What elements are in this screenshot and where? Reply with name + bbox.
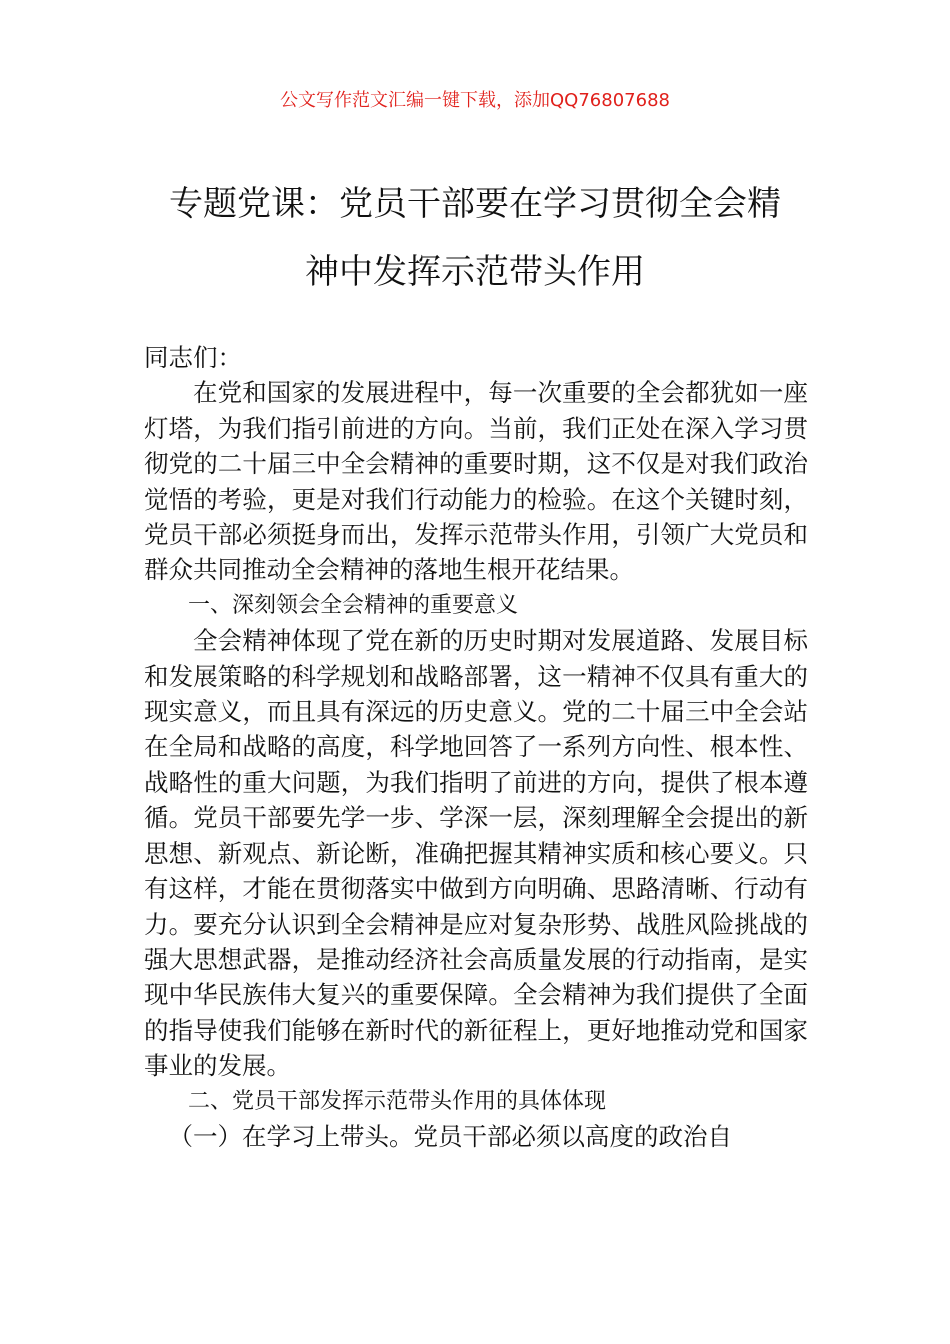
document-title xyxy=(120,170,830,306)
title-line-2: 神中发挥示范带头作用 xyxy=(305,252,645,292)
document-body xyxy=(144,340,808,1154)
title-line-1: 专题党课：党员干部要在学习贯彻全会精 xyxy=(169,184,781,224)
section-2-heading: 二、党员干部发挥示范带头作用的具体体现 xyxy=(188,1088,607,1114)
section-2-subsection-1: （一）在学习上带头。党员干部必须以高度的政治自 xyxy=(168,1121,732,1151)
section-1-paragraph: 全会精神体现了党在新的历史时期对发展道路、发展目标和发展策略的科学规划和战略部署，这一精神不仅具有重大的现实意义，而且具有深远的历史意义。党的二十届三中全会站在全局和战略的高度，科学地回答了一系列方向性、根本性、战略性的重大问题，为我们指明了前进的方向，提供了根本遵循。党员干部要先学一步、学深一层，深刻理解全会提出的新思想、新观点、新论断，准确把握其精神实质和核心要义。只有这样，才能在贯彻落实中做到方向明确、思路清晰、行动有力。要充分认识到全会精神是应对复杂形势、战胜风险挑战的强大思想武器，是推动经济社会高质量发展的行动指南，是实现中华民族伟大复兴的重要保障。全会精神为我们提供了全面的指导使我们能够在新时代的新征程上，更好地推动党和国家事业的发展。 xyxy=(144,626,808,1081)
intro-paragraph: 在党和国家的发展进程中，每一次重要的全会都犹如一座灯塔，为我们指引前进的方向。当前，我们正处在深入学习贯彻党的二十届三中全会精神的重要时期，这不仅是对我们政治觉悟的考验，更是对我们行动能力的检验。在这个关键时刻，党员干部必须挺身而出，发挥示范带头作用，引领广大党员和群众共同推动全会精神的落地生根开花结果。 xyxy=(144,378,808,585)
section-1-heading: 一、深刻领会全会精神的重要意义 xyxy=(188,592,519,618)
download-notice: 公文写作范文汇编一键下载，添加QQ76807688 xyxy=(280,90,670,111)
salutation: 同志们： xyxy=(144,343,242,372)
